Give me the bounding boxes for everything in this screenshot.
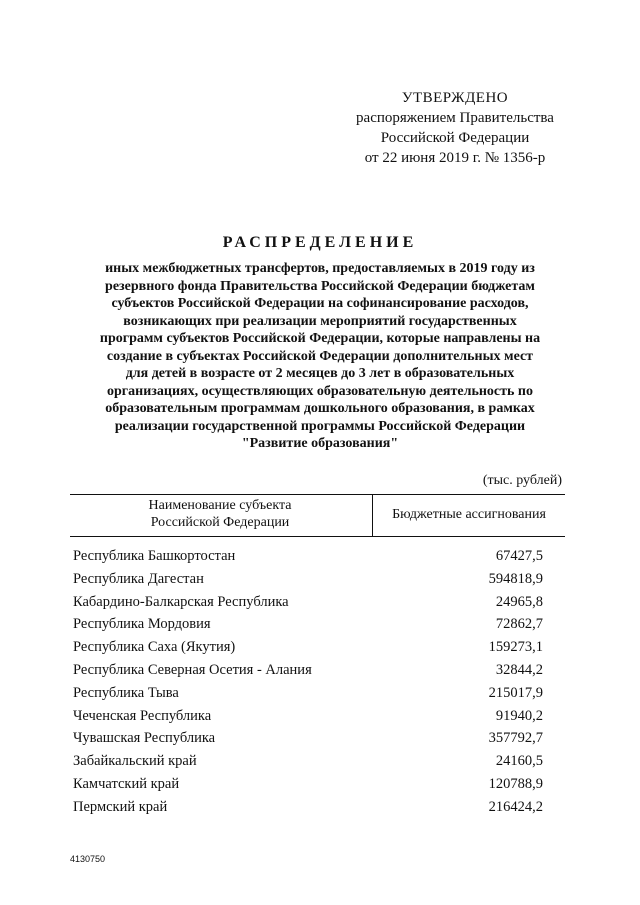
table-top-rule xyxy=(70,494,565,495)
budget-amount: 67427,5 xyxy=(495,548,543,564)
region-name: Забайкальский край xyxy=(73,753,197,770)
budget-amount: 24160,5 xyxy=(495,753,543,770)
subtitle-line: для детей в возрасте от 2 месяцев до 3 лет в образовательных xyxy=(125,366,515,381)
budget-amount: 357792,7 xyxy=(488,730,543,747)
region-name: Чувашская Республика xyxy=(73,730,216,747)
approval-line-3: от 22 июня 2019 г. № 1356-р xyxy=(364,150,546,166)
table-row xyxy=(73,727,565,750)
column-header-region-line-2: Российской Федерации xyxy=(150,515,290,530)
table-row xyxy=(73,796,565,819)
document-title: РАСПРЕДЕЛЕНИЕ xyxy=(222,234,418,251)
region-name: Республика Мордовия xyxy=(73,616,211,633)
approval-stamp xyxy=(340,88,570,168)
table-column-divider xyxy=(372,494,373,536)
region-name: Республика Башкортостан xyxy=(73,548,236,564)
budget-amount: 91940,2 xyxy=(495,707,543,724)
table-row xyxy=(73,659,565,682)
subtitle-line: возникающих при реализации мероприятий государственных xyxy=(123,313,517,329)
budget-amount: 159273,1 xyxy=(488,639,543,656)
table-row xyxy=(73,773,565,796)
budget-amount: 215017,9 xyxy=(488,684,543,701)
subtitle-line: "Развитие образования" xyxy=(241,436,399,451)
budget-amount: 72862,7 xyxy=(495,616,543,633)
budget-amount: 120788,9 xyxy=(488,775,543,792)
column-header-region xyxy=(100,497,340,531)
column-header-region-line-1: Наименование субъекта xyxy=(148,498,292,513)
table-header-bottom-rule xyxy=(70,536,565,537)
budget-amount: 216424,2 xyxy=(488,798,543,815)
table-row xyxy=(73,545,565,568)
region-name: Республика Саха (Якутия) xyxy=(73,639,236,656)
table-row xyxy=(73,591,565,614)
subtitle-line: реализации государственной программы Российской Федерации xyxy=(114,418,526,434)
units-label: (тыс. рублей) xyxy=(482,473,562,488)
column-header-amount: Бюджетные ассигнования xyxy=(392,507,546,522)
region-name: Республика Тыва xyxy=(73,684,179,701)
region-name: Республика Дагестан xyxy=(73,570,204,587)
budget-amount: 24965,8 xyxy=(495,593,543,610)
region-name: Чеченская Республика xyxy=(73,707,212,724)
table-row xyxy=(73,682,565,705)
table-row xyxy=(73,613,565,636)
document-subtitle xyxy=(70,260,570,453)
approval-line-1: распоряжением Правительства xyxy=(356,110,554,126)
table-row xyxy=(73,750,565,773)
table-row xyxy=(73,568,565,591)
allocation-table-body xyxy=(73,545,565,819)
region-name: Республика Северная Осетия - Алания xyxy=(73,661,312,678)
subtitle-line: иных межбюджетных трансфертов, предоставляемых в 2019 году из xyxy=(105,261,535,276)
region-name: Пермский край xyxy=(73,798,168,815)
region-name: Камчатский край xyxy=(73,775,180,792)
region-name: Кабардино-Балкарская Республика xyxy=(73,593,289,610)
approval-heading: УТВЕРЖДЕНО xyxy=(401,90,509,106)
subtitle-line: субъектов Российской Федерации на софинансирование расходов, xyxy=(111,296,529,311)
subtitle-line: программ субъектов Российской Федерации, которые направлены на xyxy=(99,331,541,346)
subtitle-line: образовательным программам дошкольного образования, в рамках xyxy=(105,401,535,416)
table-row xyxy=(73,705,565,728)
budget-amount: 32844,2 xyxy=(495,661,543,678)
approval-line-2: Российской Федерации xyxy=(380,130,530,146)
subtitle-line: резервного фонда Правительства Российской Федерации бюджетам xyxy=(105,278,535,294)
table-row xyxy=(73,636,565,659)
subtitle-line: организациях, осуществляющих образовательную деятельность по xyxy=(107,383,533,399)
budget-amount: 594818,9 xyxy=(488,570,543,587)
document-code: 4130750 xyxy=(70,854,106,864)
subtitle-line: создание в субъектах Российской Федерации дополнительных мест xyxy=(106,348,534,364)
